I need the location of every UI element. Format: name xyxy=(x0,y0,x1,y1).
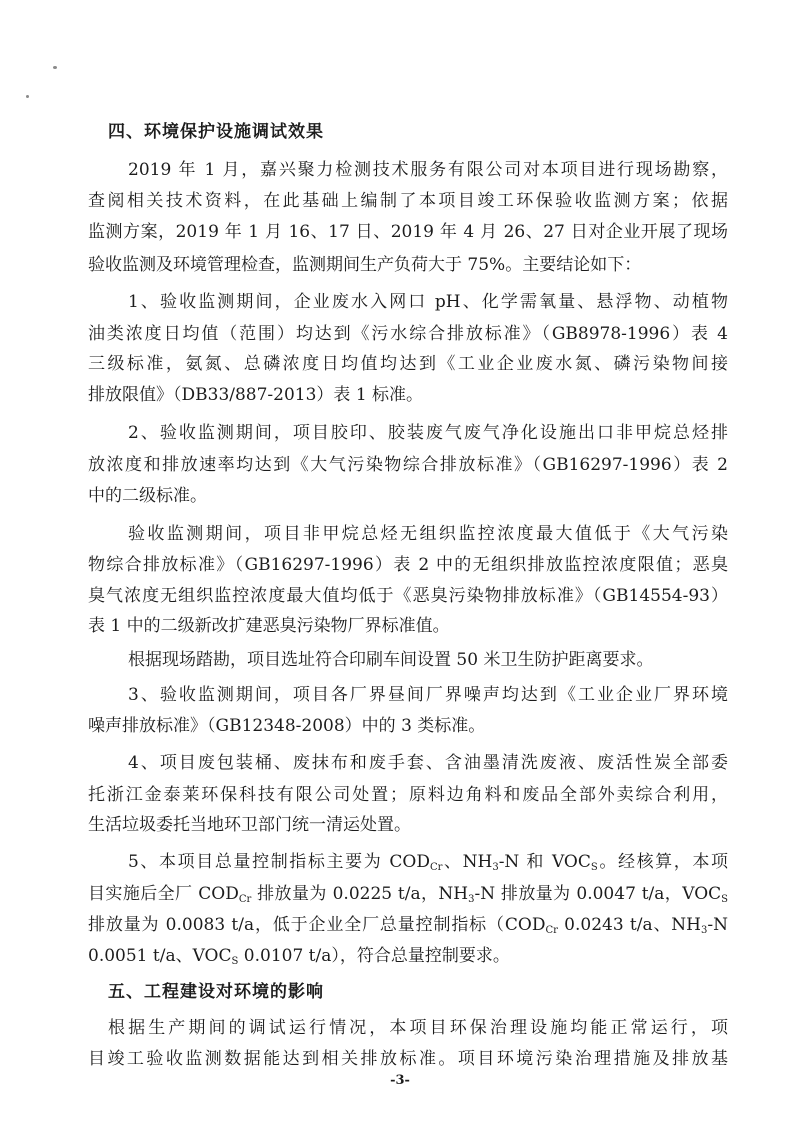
scan-speck xyxy=(53,66,57,69)
page-number: -3- xyxy=(390,1073,410,1088)
text-run: -N 排放量为 0.0047 t/a，VOC xyxy=(474,884,722,904)
subscript: Cr xyxy=(545,925,558,936)
item-2c-line: 根据现场踏勘，项目选址符合印刷车间设置 50 米卫生防护距离要求。 xyxy=(128,650,654,670)
item-4-line: 托浙江金泰莱环保科技有限公司处置；原料边角料和废品全部外卖综合利用， xyxy=(88,785,728,805)
paragraph-line: 目竣工验收监测数据能达到相关排放标准。项目环境污染治理措施及排放基 xyxy=(88,1049,728,1069)
item-1-line: 三级标准，氨氮、总磷浓度日均值均达到《工业企业废水氮、磷污染物间接 xyxy=(88,354,728,374)
item-2b-line: 验收监测期间，项目非甲烷总烃无组织监控浓度最大值低于《大气污染 xyxy=(128,524,728,544)
item-2-line: 中的二级标准。 xyxy=(88,486,207,506)
subscript: 3 xyxy=(468,894,475,905)
subscript: 3 xyxy=(701,925,708,936)
text-run: 目实施后全厂 COD xyxy=(88,884,239,904)
paragraph-line: 监测方案，2019 年 1 月 16、17 日、2019 年 4 月 26、27 日对企业开展了现场 xyxy=(88,222,728,242)
section-4-heading: 四、环境保护设施调试效果 xyxy=(108,122,324,142)
item-2b-line: 物综合排放标准》（GB16297-1996）表 2 中的无组织排放监控浓度限值；恶臭 xyxy=(88,555,728,575)
scan-speck xyxy=(26,95,29,98)
paragraph-line: 验收监测及环境管理检查，监测期间生产负荷大于 75%。主要结论如下： xyxy=(88,255,642,275)
subscript: Cr xyxy=(429,862,443,873)
item-3-line: 3、验收监测期间，项目各厂界昼间厂界噪声均达到《工业企业厂界环境 xyxy=(128,685,728,705)
text-run: 。经核算，本项 xyxy=(597,852,729,872)
item-4-line: 生活垃圾委托当地环卫部门统一清运处置。 xyxy=(88,815,411,835)
item-4-line: 4、项目废包装桶、废抹布和废手套、含油墨清洗废液、废活性炭全部委 xyxy=(128,753,728,773)
item-2-line: 2、验收监测期间，项目胶印、胶装废气废气净化设施出口非甲烷总烃排 xyxy=(128,423,728,443)
paragraph-line: 根据生产期间的调试运行情况，本项目环保治理设施均能正常运行，项 xyxy=(108,1018,728,1038)
text-run: 0.0107 t/a），符合总量控制要求。 xyxy=(238,946,510,966)
item-1-line: 1、验收监测期间，企业废水入网口 pH、化学需氧量、悬浮物、动植物 xyxy=(128,292,728,312)
subscript: 3 xyxy=(492,862,499,873)
item-1-line: 排放限值》（DB33/887-2013）表 1 标准。 xyxy=(88,385,424,405)
subscript: Cr xyxy=(238,894,252,905)
section-5-heading: 五、工程建设对环境的影响 xyxy=(108,982,324,1002)
text-run: -N xyxy=(707,915,729,935)
subscript: S xyxy=(721,894,729,905)
text-run: 5、本项目总量控制指标主要为 COD xyxy=(128,852,430,872)
item-2b-line: 臭气浓度无组织监控浓度最大值均低于《恶臭污染物排放标准》（GB14554-93） xyxy=(88,586,728,606)
paragraph-line: 查阅相关技术资料，在此基础上编制了本项目竣工环保验收监测方案；依据 xyxy=(88,191,728,211)
item-5-line xyxy=(88,941,728,971)
item-2-line: 放浓度和排放速率均达到《大气污染物综合排放标准》（GB16297-1996）表 2 xyxy=(88,455,728,475)
text-run: 0.0051 t/a、VOC xyxy=(88,946,232,966)
text-run: 、NH xyxy=(442,852,493,872)
item-2b-line: 表 1 中的二级新改扩建恶臭污染物厂界标准值。 xyxy=(88,616,450,636)
paragraph-line: 2019 年 1 月，嘉兴聚力检测技术服务有限公司对本项目进行现场勘察， xyxy=(128,160,728,180)
item-5-line xyxy=(128,847,728,877)
text-run: -N 和 VOC xyxy=(498,852,591,872)
subscript: S xyxy=(590,862,598,873)
item-3-line: 噪声排放标准》（GB12348-2008）中的 3 类标准。 xyxy=(88,716,486,736)
text-run: 排放量为 0.0225 t/a，NH xyxy=(251,884,469,904)
text-run: 排放量为 0.0083 t/a，低于企业全厂总量控制指标（COD xyxy=(88,915,546,935)
item-1-line: 油类浓度日均值（范围）均达到《污水综合排放标准》（GB8978-1996）表 4 xyxy=(88,324,728,344)
item-5-line xyxy=(88,879,728,909)
text-run: 0.0243 t/a、NH xyxy=(557,915,702,935)
item-5-line xyxy=(88,910,728,940)
subscript: S xyxy=(231,956,239,967)
